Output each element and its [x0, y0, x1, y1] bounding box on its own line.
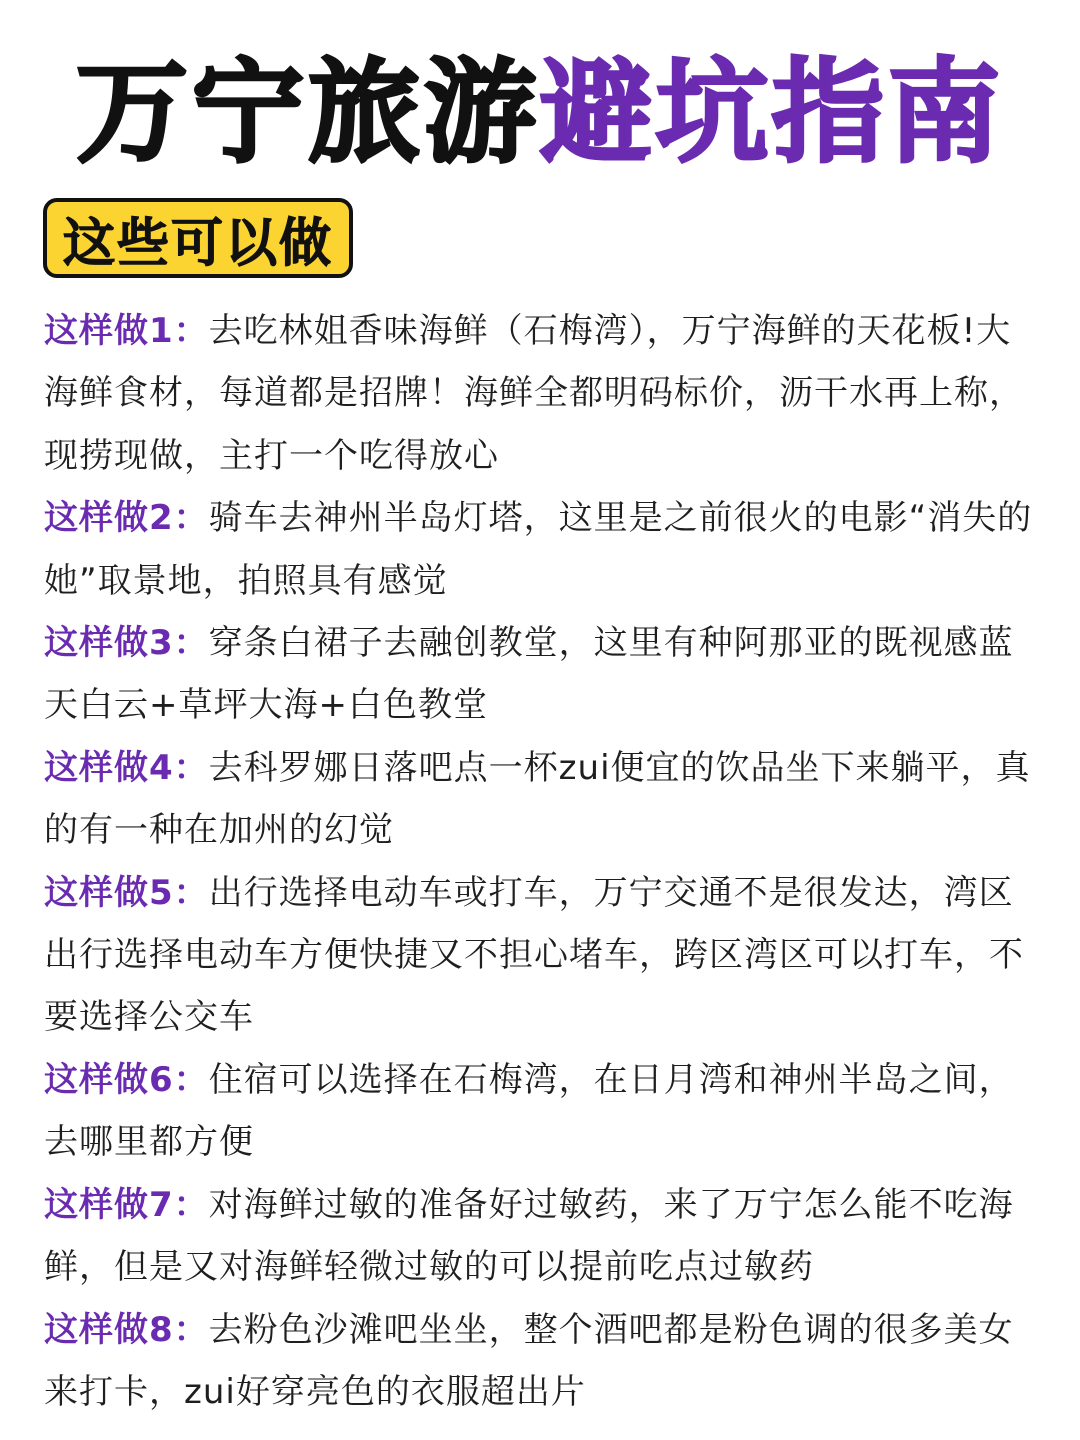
- page-title: [0, 38, 1080, 188]
- list-item: [44, 612, 1034, 737]
- title-part-1: 万宁旅游: [76, 48, 540, 178]
- tips-list: [44, 300, 1034, 1423]
- list-item: [44, 1299, 1034, 1424]
- item-label: 这样做8：: [44, 1309, 209, 1350]
- item-label: 这样做4：: [44, 747, 209, 788]
- item-text: 去吃林姐香味海鲜（石梅湾），万宁海鲜的天花板!大海鲜食材，每道都是招牌！海鲜全都明码标价，沥干水再上称，现捞现做，主打一个吃得放心: [44, 311, 1024, 476]
- item-text: 穿条白裙子去融创教堂，这里有种阿那亚的既视感蓝天白云+草坪大海+白色教堂: [44, 623, 1014, 726]
- item-text: 去科罗娜日落吧点一杯zui便宜的饮品坐下来躺平，真的有一种在加州的幻觉: [44, 747, 1031, 851]
- list-item: [44, 1049, 1034, 1174]
- item-label: 这样做2：: [44, 498, 209, 539]
- item-label: 这样做1：: [44, 311, 209, 351]
- item-text: 对海鲜过敏的准备好过敏药，来了万宁怎么能不吃海鲜，但是又对海鲜轻微过敏的可以提前吃点过敏药: [44, 1184, 1014, 1288]
- item-label: 这样做6：: [44, 1059, 209, 1100]
- item-text: 出行选择电动车或打车，万宁交通不是很发达，湾区出行选择电动车方便快捷又不担心堵车，跨区湾区可以打车，不要选择公交车: [44, 872, 1024, 1038]
- list-item: [44, 1174, 1034, 1299]
- list-item: [44, 862, 1034, 1049]
- item-label: 这样做5：: [44, 872, 209, 913]
- list-item: [44, 487, 1034, 612]
- item-text: 骑车去神州半岛灯塔，这里是之前很火的电影“消失的她”取景地，拍照具有感觉: [44, 498, 1033, 601]
- item-text: 住宿可以选择在石梅湾，在日月湾和神州半岛之间，去哪里都方便: [44, 1059, 1014, 1163]
- item-label: 这样做3：: [44, 623, 209, 664]
- list-item: [44, 300, 1034, 487]
- section-badge-label: 这些可以做: [62, 213, 333, 274]
- title-part-2: 避坑指南: [540, 48, 1004, 178]
- item-label: 这样做7：: [44, 1184, 209, 1225]
- list-item: [44, 737, 1034, 862]
- item-text: 去粉色沙滩吧坐坐，整个酒吧都是粉色调的很多美女来打卡，zui好穿亮色的衣服超出片: [44, 1309, 1014, 1412]
- section-badge: [43, 198, 353, 278]
